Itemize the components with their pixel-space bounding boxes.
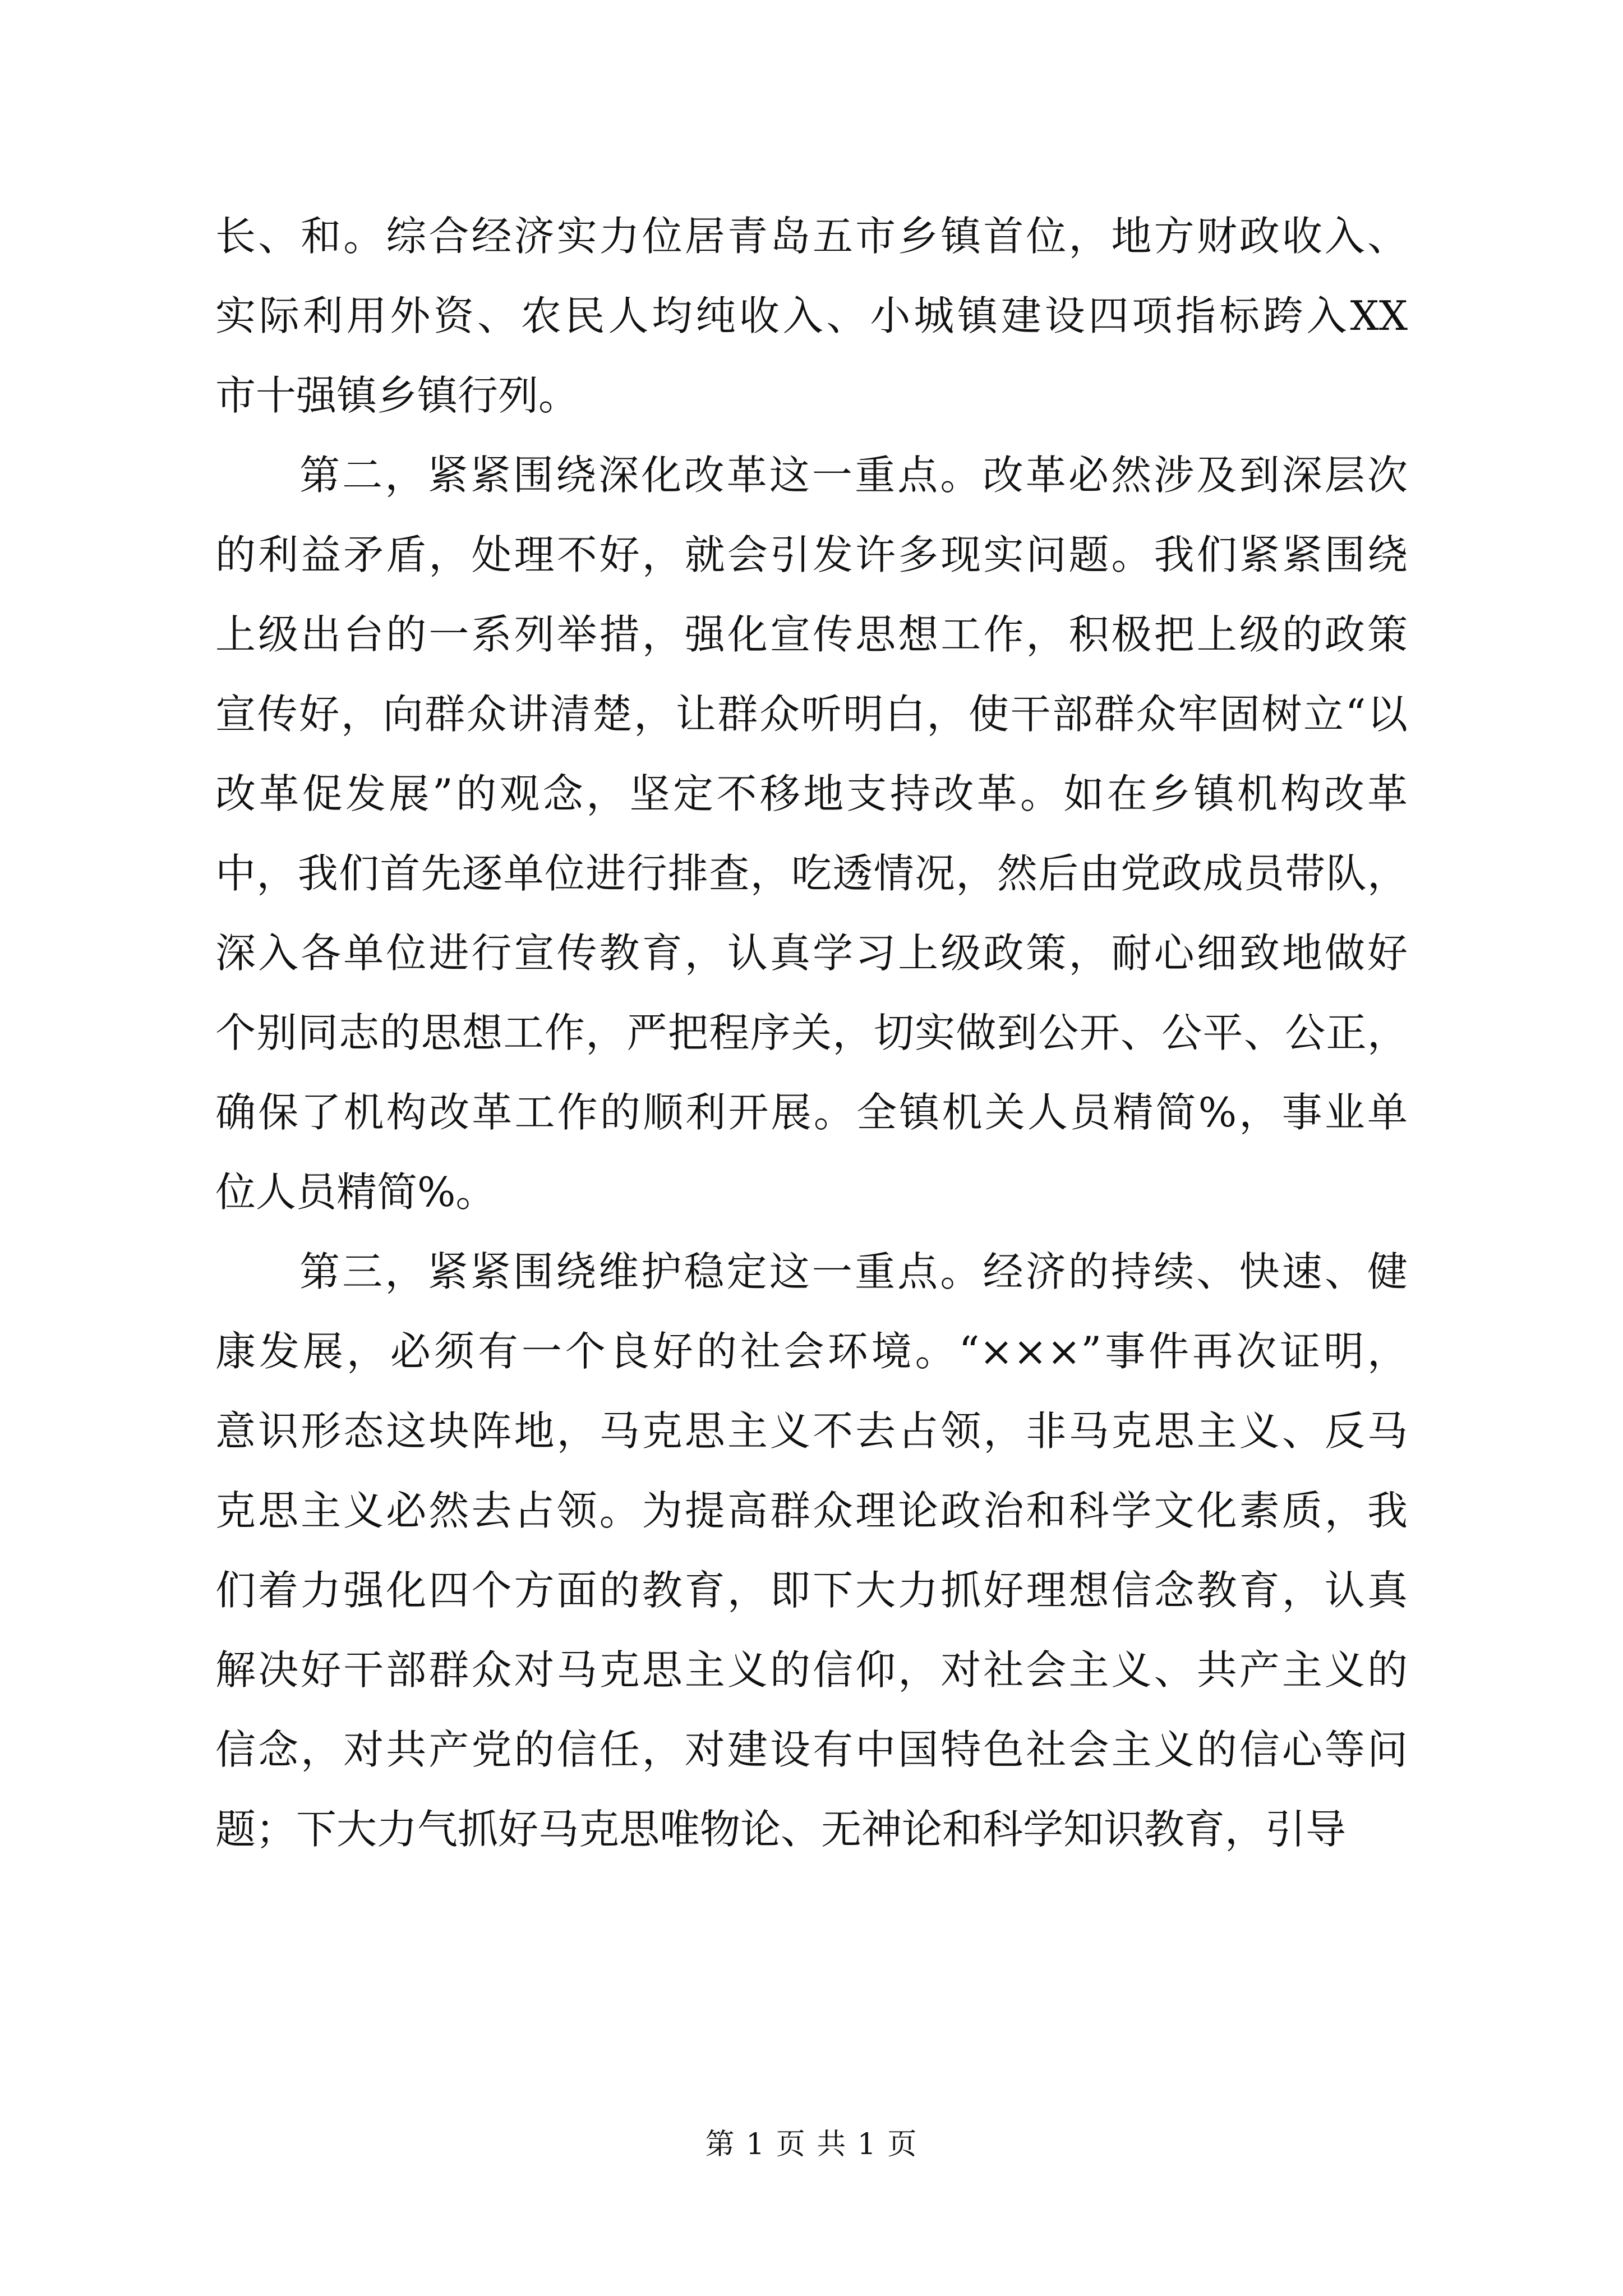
text-line: 改革促发展”的观念，坚定不移地支持改革。如在乡镇机构改革 [215, 770, 1408, 817]
document-body [215, 196, 1408, 1869]
text-line: 意识形态这块阵地，马克思主义不去占领，非马克思主义、反马 [215, 1407, 1408, 1455]
text-line: 上级出台的一系列举措，强化宣传思想工作，积极把上级的政策 [215, 611, 1408, 658]
text-line: 第三，紧紧围绕维护稳定这一重点。经济的持续、快速、健 [299, 1248, 1408, 1295]
text-line: 市十强镇乡镇行列。 [215, 372, 579, 419]
page-footer: 第 1 页 共 1 页 [705, 2128, 918, 2161]
text-line: 康发展，必须有一个良好的社会环境。“×××”事件再次证明， [215, 1328, 1408, 1375]
text-line: 个别同志的思想工作，严把程序关，切实做到公开、公平、公正， [215, 1009, 1408, 1056]
paragraph [215, 196, 1408, 435]
text-line: 克思主义必然去占领。为提高群众理论政治和科学文化素质，我 [215, 1487, 1408, 1534]
text-line: 长、和。综合经济实力位居青岛五市乡镇首位，地方财政收入、 [215, 213, 1408, 260]
text-line: 们着力强化四个方面的教育，即下大力抓好理想信念教育，认真 [215, 1567, 1408, 1614]
text-line: 实际利用外资、农民人均纯收入、小城镇建设四项指标跨入XX [215, 292, 1408, 339]
paragraph [215, 435, 1408, 1232]
text-line: 信念，对共产党的信任，对建设有中国特色社会主义的信心等问 [215, 1726, 1408, 1773]
text-line: 题；下大力气抓好马克思唯物论、无神论和科学知识教育，引导 [215, 1806, 1347, 1853]
text-line: 第二，紧紧围绕深化改革这一重点。改革必然涉及到深层次 [299, 452, 1408, 499]
text-line: 确保了机构改革工作的顺利开展。全镇机关人员精简%，事业单 [215, 1089, 1408, 1136]
text-line: 的利益矛盾，处理不好，就会引发许多现实问题。我们紧紧围绕 [215, 531, 1408, 578]
text-line: 深入各单位进行宣传教育，认真学习上级政策，耐心细致地做好 [215, 930, 1408, 977]
text-line: 解决好干部群众对马克思主义的信仰，对社会主义、共产主义的 [215, 1646, 1408, 1694]
text-line: 中，我们首先逐单位进行排查，吃透情况，然后由党政成员带队， [215, 850, 1408, 897]
text-line: 宣传好，向群众讲清楚，让群众听明白，使干部群众牢固树立“以 [215, 691, 1408, 738]
text-line: 位人员精简%。 [215, 1168, 496, 1216]
paragraph [215, 1232, 1408, 1869]
